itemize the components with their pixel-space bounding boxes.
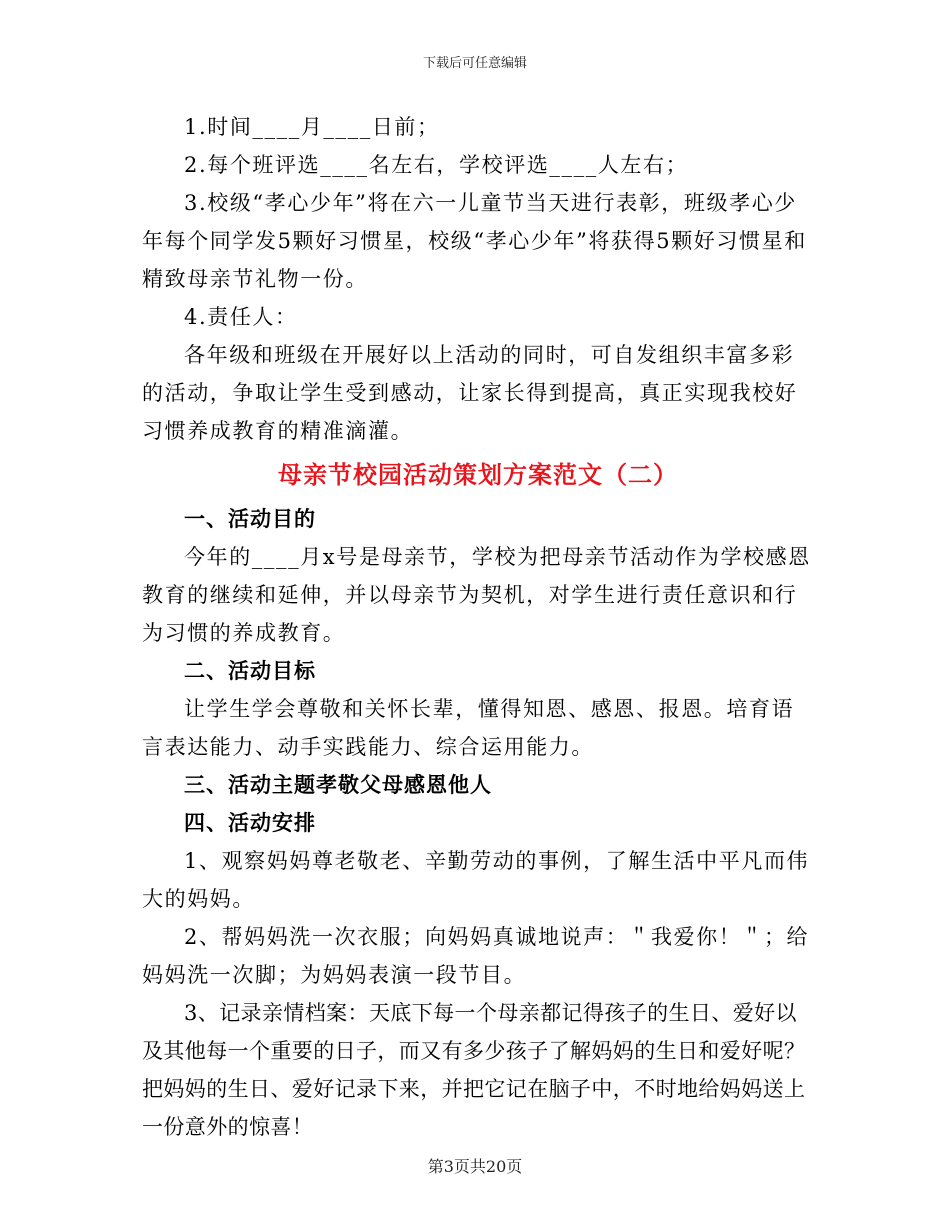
heading-arrangement: 四、活动安排 xyxy=(184,811,316,835)
paragraph-award: 3.校级“孝心少年”将在六一儿童节当天进行表彰，班级孝心少年每个同学发5颗好习惯星，校级“孝心少年”将获得5颗好习惯星和精致母亲节礼物一份。 xyxy=(142,191,807,291)
page-header: 下载后可任意编辑 xyxy=(422,56,527,71)
page-footer: 第3页共20页 xyxy=(427,1157,523,1176)
paragraph-goal: 让学生学会尊敬和关怀长辈，懂得知恩、感恩、报恩。培育语言表达能力、动手实践能力、综合运用能力。 xyxy=(142,697,795,759)
paragraph-responsible: 4.责任人： xyxy=(184,305,298,329)
paragraph-selection: 2.每个班评选____名左右，学校评选____人左右； xyxy=(184,153,689,177)
section-title: 母亲节校园活动策划方案范文（二） xyxy=(278,460,678,489)
list-item: 1、观察妈妈尊老敬老、辛勤劳动的事例，了解生活中平凡而伟大的妈妈。 xyxy=(142,849,810,911)
paragraph-summary: 各年级和班级在开展好以上活动的同时，可自发组织丰富多彩的活动，争取让学生受到感动，让家长得到提高，真正实现我校好习惯养成教育的精准滴灌。 xyxy=(142,343,798,443)
heading-theme: 三、活动主题孝敬父母感恩他人 xyxy=(184,773,492,797)
list-item: 3、记录亲情档案：天底下每一个母亲都记得孩子的生日、爱好以及其他每一个重要的日子，而又有多少孩子了解妈妈的生日和爱好呢？把妈妈的生日、爱好记录下来，并把它记在脑子中，不时地给妈妈送上一份意外的惊喜！ xyxy=(142,1001,806,1139)
list-item: 2、帮妈妈洗一次衣服；向妈妈真诚地说声：＂我爱你！＂；给妈妈洗一次脚；为妈妈表演一段节目。 xyxy=(142,925,810,987)
heading-purpose: 一、活动目的 xyxy=(184,507,316,531)
document-body xyxy=(142,108,814,1146)
paragraph-time: 1.时间____月____日前； xyxy=(184,115,440,139)
heading-goal: 二、活动目标 xyxy=(184,659,316,683)
paragraph-purpose: 今年的____月x号是母亲节，学校为把母亲节活动作为学校感恩教育的继续和延伸，并以母亲节为契机，对学生进行责任意识和行为习惯的养成教育。 xyxy=(142,545,811,645)
